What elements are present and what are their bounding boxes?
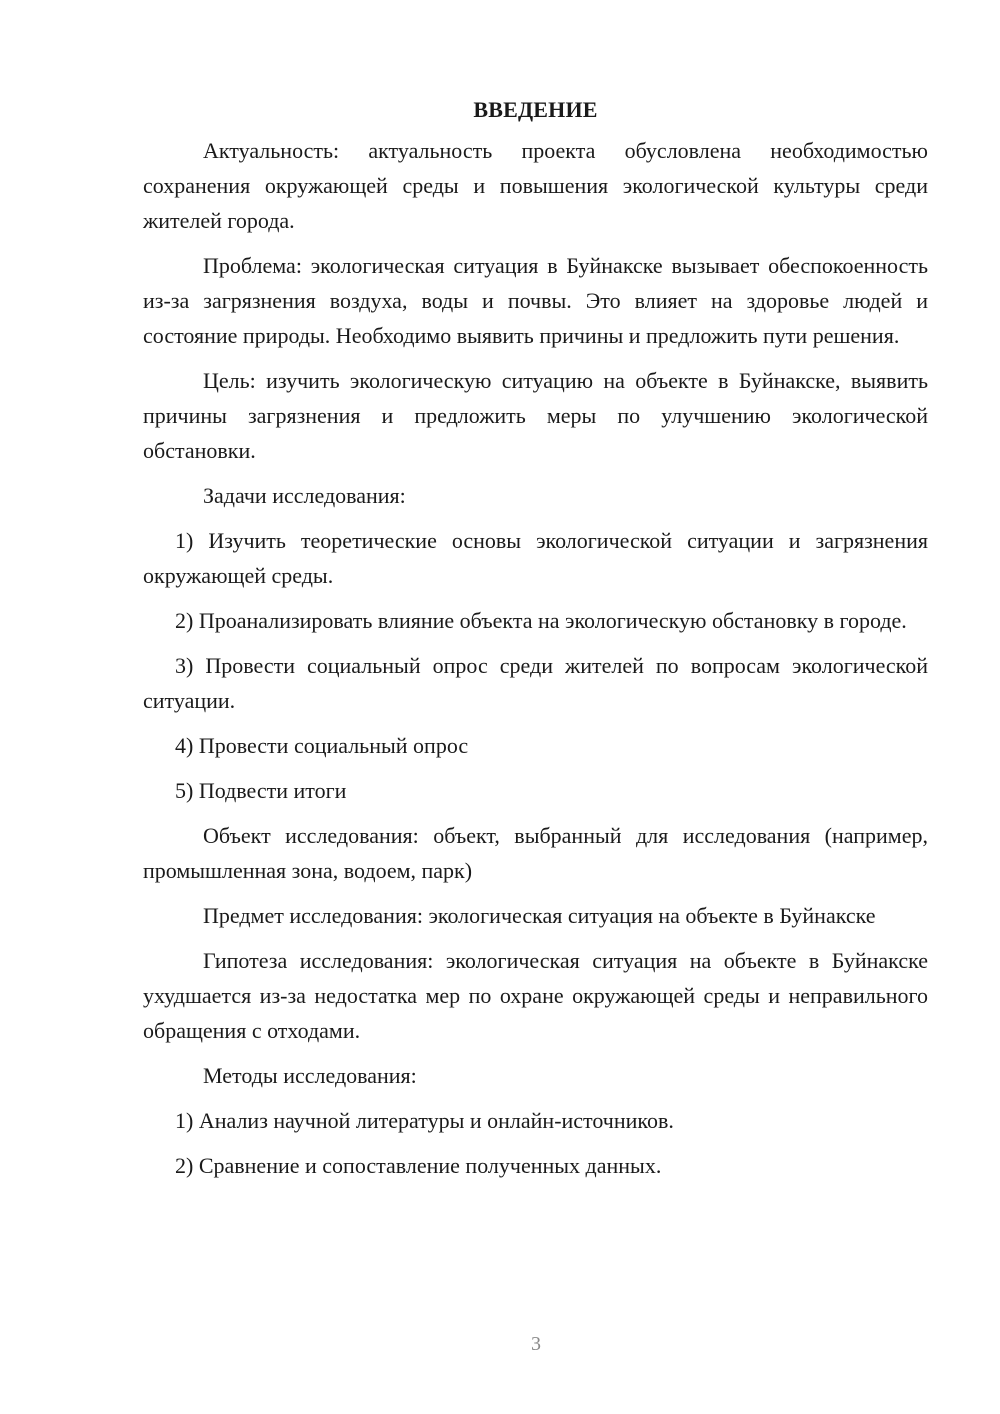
task-item-3: 3) Провести социальный опрос среди жителей по вопросам экологической ситуации. [143, 653, 928, 713]
tasks-heading: Задачи исследования: [203, 483, 406, 508]
page-title: ВВЕДЕНИЕ [473, 97, 598, 122]
problem-paragraph: Проблема: экологическая ситуация в Буйнакске вызывает обеспокоенность из-за загрязнения воздуха, воды и почвы. Это влияет на здоровье людей и состояние природы. Необходимо выявить причины и предложить пути решения. [143, 253, 928, 348]
task-item-5: 5) Подвести итоги [175, 778, 347, 803]
task-item-2: 2) Проанализировать влияние объекта на экологическую обстановку в городе. [175, 608, 907, 633]
relevance-paragraph: Актуальность: актуальность проекта обусловлена необходимостью сохранения окружающей среды и повышения экологической культуры среди жителей города. [143, 138, 928, 233]
subject-paragraph: Предмет исследования: экологическая ситуация на объекте в Буйнакске [203, 903, 876, 928]
object-paragraph: Объект исследования: объект, выбранный для исследования (например, промышленная зона, водоем, парк) [143, 823, 928, 883]
method-item-1: 1) Анализ научной литературы и онлайн-источников. [175, 1108, 674, 1133]
task-item-1: 1) Изучить теоретические основы экологической ситуации и загрязнения окружающей среды. [143, 528, 928, 588]
method-item-2: 2) Сравнение и сопоставление полученных данных. [175, 1153, 662, 1178]
goal-paragraph: Цель: изучить экологическую ситуацию на объекте в Буйнакске, выявить причины загрязнения и предложить меры по улучшению экологической обстановки. [143, 368, 928, 463]
task-item-4: 4) Провести социальный опрос [175, 733, 469, 758]
page-number: 3 [531, 1333, 541, 1355]
page-content [143, 92, 928, 1183]
hypothesis-paragraph: Гипотеза исследования: экологическая ситуация на объекте в Буйнакске ухудшается из-за недостатка мер по охране окружающей среды и неправильного обращения с отходами. [143, 948, 928, 1043]
methods-heading: Методы исследования: [203, 1063, 417, 1088]
